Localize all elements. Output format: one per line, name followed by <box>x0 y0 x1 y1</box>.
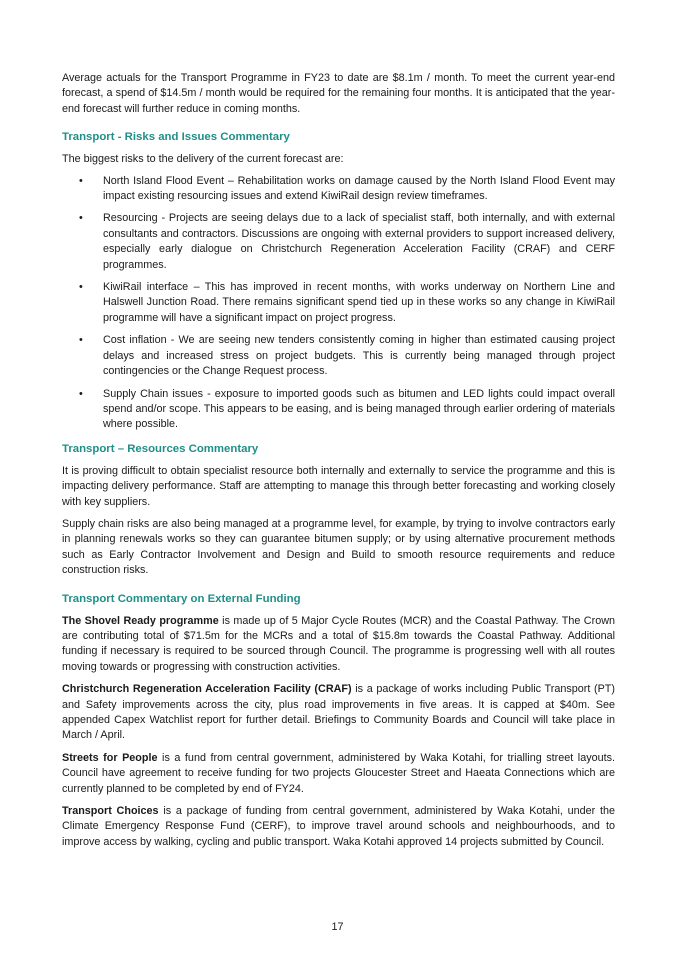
risk-item-kiwirail <box>62 280 615 326</box>
funding-paragraph-craf <box>62 682 615 744</box>
funding-item-title: Streets for People <box>62 751 158 764</box>
funding-paragraph-streets-for-people <box>62 751 615 797</box>
risk-item-text: Resourcing - Projects are seeing delays due to a lack of specialist staff, both internally, and with external consultants and contractors. Discussions are ongoing with external providers to support increased delivery, especially early dialogue on Christchurch Regeneration Acceleration Facility (CRAF) and CERF programmes. <box>103 212 615 271</box>
bullet-icon: • <box>79 334 83 347</box>
funding-heading: Transport Commentary on External Funding <box>62 592 301 605</box>
resources-paragraph: Supply chain risks are also being managed at a programme level, for example, by trying to involve contractors early in planning renewals works so they can guarantee bitumen supply; or by using alternative procurement methods such as Early Contractor Involvement and Design and Build to smooth resource requirements and reduce construction risks. <box>62 517 615 577</box>
funding-item-text: is made up of 5 Major Cycle Routes (MCR) and the Coastal Pathway. The Crown are contributing total of $71.5m for the MCRs and a total of $15.8m towards the Coastal Pathway. Additional funding if necessary is required to be sourced through Council. The programme is progressing well with all routes moving towards or progressing with construction activities. <box>62 614 616 673</box>
risk-item-text: Supply Chain issues - exposure to imported goods such as bitumen and LED lights could impact overall spend and/or scope. This appears to be easing, and is being managed through earlier ordering of materials where possible. <box>103 387 615 431</box>
funding-item-title: The Shovel Ready programme <box>62 614 219 627</box>
risk-item-flood <box>62 174 615 205</box>
risk-item-resourcing <box>62 211 615 273</box>
funding-paragraph-shovel-ready <box>62 614 615 676</box>
page-content <box>62 71 615 857</box>
funding-item-title: Transport Choices <box>62 805 159 818</box>
intro-paragraph: Average actuals for the Transport Programme in FY23 to date are $8.1m / month. To meet the current year-end forecast, a spend of $14.5m / month would be required for the remaining four months. It is anticipated that the year-end forecast will further reduce in coming months. <box>62 72 615 115</box>
bullet-icon: • <box>79 281 83 294</box>
funding-item-title: Christchurch Regeneration Acceleration Facility (CRAF) <box>62 683 352 696</box>
resources-heading: Transport – Resources Commentary <box>62 442 259 455</box>
bullet-icon: • <box>79 387 83 400</box>
bullet-icon: • <box>79 212 83 225</box>
risk-item-supply-chain <box>62 387 615 433</box>
risk-item-text: Cost inflation - We are seeing new tenders consistently coming in higher than estimated causing project delays and increased stress on project budgets. This is currently being managed through project contingencies or the Change Request process. <box>103 334 615 378</box>
risks-heading: Transport - Risks and Issues Commentary <box>62 131 290 144</box>
funding-item-text: is a package of funding from central government, administered by Waka Kotahi, under the Climate Emergency Response Fund (CERF), to improve travel around schools and neighbourhoods, and to improve access by walking, cycling and public transport. Waka Kotahi approved 14 projects submitted by Council. <box>62 805 615 848</box>
page-number: 17 <box>331 921 344 933</box>
funding-paragraph-transport-choices <box>62 804 615 850</box>
bullet-icon: • <box>79 174 83 187</box>
risk-item-text: KiwiRail interface – This has improved in recent months, with works underway on Northern Line and Halswell Junction Road. There remains significant spend tied up in these works so any change in KiwiRail programme will have a significant impact on project progress. <box>103 281 615 324</box>
funding-item-text: is a package of works including Public Transport (PT) and Safety improvements across the city, plus road improvements in five areas. It is capped at $40m. See appended Capex Watchlist report for further detail. Briefings to Community Boards and Council will take place in March / April. <box>62 683 615 742</box>
risks-list <box>62 174 615 433</box>
risk-item-text: North Island Flood Event – Rehabilitation works on damage caused by the North Island Flood Event may impact existing resourcing issues and extend KiwiRail design review timeframes. <box>103 174 615 203</box>
resources-paragraph: It is proving difficult to obtain specialist resource both internally and externally to service the programme and this is impacting delivery performance. Staff are attempting to manage this through better forecasting and working closely with key suppliers. <box>62 464 615 508</box>
risk-item-cost-inflation <box>62 333 615 379</box>
risks-lead-text: The biggest risks to the delivery of the current forecast are: <box>62 153 344 166</box>
funding-item-text: is a fund from central government, administered by Waka Kotahi, for trialling street layouts. Council have agreement to receive funding for two projects Gloucester Street and Haeata Connections which are currently planned to be completed by end of FY24. <box>62 751 616 795</box>
